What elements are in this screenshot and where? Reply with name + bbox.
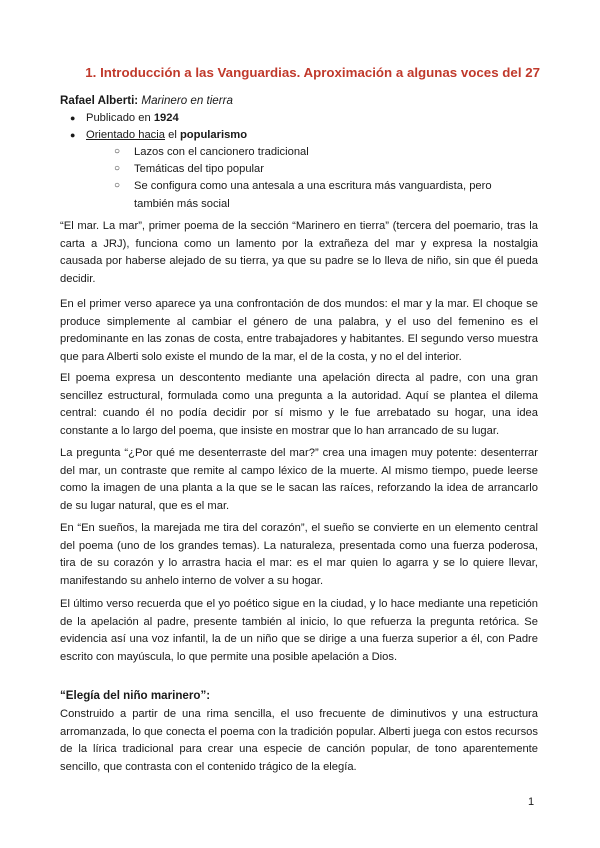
paragraph-text: El poema expresa un descontento mediante una apelación directa al padre, con una gran sencillez estructural, formulada como una pregunta a la autoridad. Aquí se plantea el dilema central: cuando él no podía decidir por sí mismo y le fue arrebatado su hogar, una idea constante a lo largo del poema, que insiste en mostrar que lo han arrancado de su lugar. bbox=[60, 372, 538, 437]
circle-bullet-icon: ○ bbox=[114, 163, 121, 174]
circle-bullet-icon: ○ bbox=[114, 180, 121, 191]
bullet-underlined: Orientado hacia bbox=[86, 129, 165, 141]
paragraph bbox=[60, 520, 538, 590]
bullet-bold: popularismo bbox=[179, 129, 248, 141]
paragraph-text: “El mar. La mar”, primer poema de la sección “Marinero en tierra” (tercera del poemario, tras la carta a JRJ), funciona como un lamento por la extrañeza del mar y expresa la nostalgia causada por haberse alejado de su tierra, ya que su padre se lo lleva de niño, sin que él pueda decidir. bbox=[60, 220, 538, 285]
subbullet-text: Lazos con el cancionero tradicional bbox=[134, 146, 309, 158]
paragraph-text: La pregunta “¿Por qué me desenterraste del mar?” crea una imagen muy potente: desenterrar del mar, un contraste que remite al campo léxico de la muerte. Al mismo tiempo, puede leerse como la imagen de una planta a la que se le sacan las raíces, reforzando la idea de arrancarlo de su lugar natural, que es el mar. bbox=[60, 447, 538, 512]
paragraph-text: En “En sueños, la marejada me tira del corazón”, el sueño se convierte en un elemento central del poema (uno de los grandes temas). La naturaleza, presentada como una fuerza poderosa, tira de su corazón y lo arrastra hacia el mar: es el mar quien lo agarra y se lo quiere llevar, manifestando su anhelo interno de volver a su hogar. bbox=[60, 522, 538, 587]
section-title: 1. Introducción a las Vanguardias. Aproximación a algunas voces del 27 bbox=[85, 65, 540, 80]
author-name: Rafael Alberti: bbox=[60, 94, 139, 107]
circle-bullet-icon: ○ bbox=[114, 146, 121, 157]
bullet-text: el bbox=[165, 129, 180, 141]
page-number: 1 bbox=[528, 796, 535, 808]
paragraph-text: El último verso recuerda que el yo poético sigue en la ciudad, y lo hace mediante una repetición de la apelación al padre, presente también al inicio, lo que refuerza la pregunta retórica. Se evidencia así una voz infantil, la de un niño que se dirige a una fuerza superior a él, con Padre escrito con mayúscula, lo que permite una posible apelación a Dios. bbox=[60, 598, 538, 663]
bullet-text: Publicado en bbox=[86, 112, 154, 124]
bullet-dot-icon: ● bbox=[70, 130, 76, 140]
work-title: Marinero en tierra bbox=[141, 94, 233, 107]
paragraph bbox=[60, 706, 538, 776]
author-heading bbox=[60, 92, 538, 110]
bullet-bold: 1924 bbox=[153, 112, 179, 124]
paragraph bbox=[60, 296, 538, 366]
paragraph bbox=[60, 445, 538, 515]
subheading: “Elegía del niño marinero”: bbox=[60, 689, 211, 702]
paragraph bbox=[60, 596, 538, 666]
paragraph-text: Construido a partir de una rima sencilla, el uso frecuente de diminutivos y una estructura arromanzada, lo que conecta el poema con la tradición popular. Alberti juega con estos recursos de la lírica tradicional para crear una especie de canción popular, de tono aparentemente sencillo, que contrasta con el contenido trágico de la elegía. bbox=[60, 708, 538, 773]
subbullet-text: Se configura como una antesala a una escritura más vanguardista, pero también más social bbox=[134, 180, 492, 210]
paragraph-text: En el primer verso aparece ya una confrontación de dos mundos: el mar y la mar. El choque se produce simplemente al cambiar el género de una palabra, y el uso del femenino es el predominante en las zonas de costa, entre trabajadores y habitantes. El segundo verso muestra que para Alberti solo existe el mundo de la mar, el de la costa, y no el del interior. bbox=[60, 298, 538, 363]
paragraph bbox=[60, 370, 538, 440]
subbullet-text: Temáticas del tipo popular bbox=[134, 163, 264, 175]
paragraph bbox=[60, 218, 538, 288]
bullet-dot-icon: ● bbox=[70, 113, 76, 123]
